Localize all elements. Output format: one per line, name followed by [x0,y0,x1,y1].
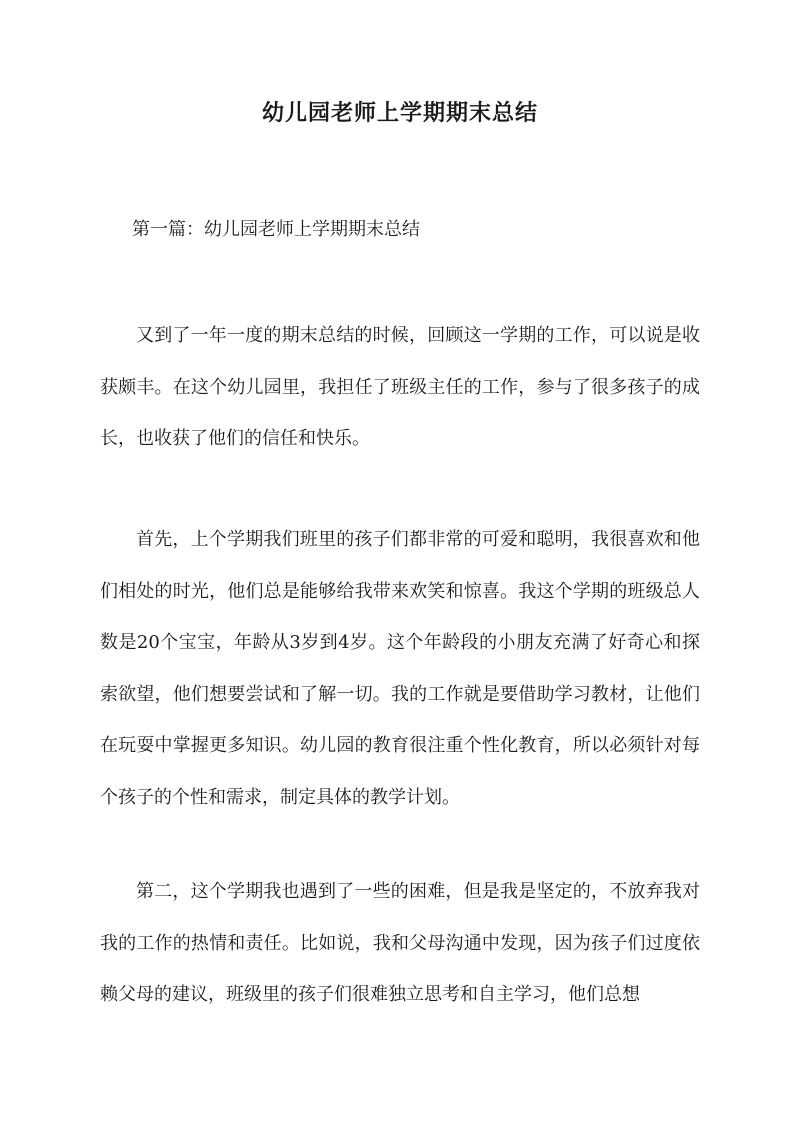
paragraph-3: 第二，这个学期我也遇到了一些的困难，但是我是坚定的，不放弃我对我的工作的热情和责任。比如说，我和父母沟通中发现，因为孩子们过度依赖父母的建议，班级里的孩子们很难独立思考和自主学习，他们总想 [100,881,700,1005]
document-title: 幼儿园老师上学期期末总结 [261,100,538,126]
paragraph-2: 首先，上个学期我们班里的孩子们都非常的可爱和聪明，我很喜欢和他们相处的时光，他们总是能够给我带来欢笑和惊喜。我这个学期的班级总人数是20个宝宝，年龄从3岁到4岁。这个年龄段的小朋友充满了好奇心和探索欲望，他们想要尝试和了解一切。我的工作就是要借助学习教材，让他们在玩耍中掌握更多知识。幼儿园的教育很注重个性化教育，所以必须针对每个孩子的个性和需求，制定具体的教学计划。 [100,529,700,808]
section-heading: 第一篇：幼儿园老师上学期期末总结 [132,219,420,240]
paragraph-1: 又到了一年一度的期末总结的时候，回顾这一学期的工作，可以说是收获颇丰。在这个幼儿园里，我担任了班级主任的工作，参与了很多孩子的成长，也收获了他们的信任和快乐。 [100,325,700,449]
